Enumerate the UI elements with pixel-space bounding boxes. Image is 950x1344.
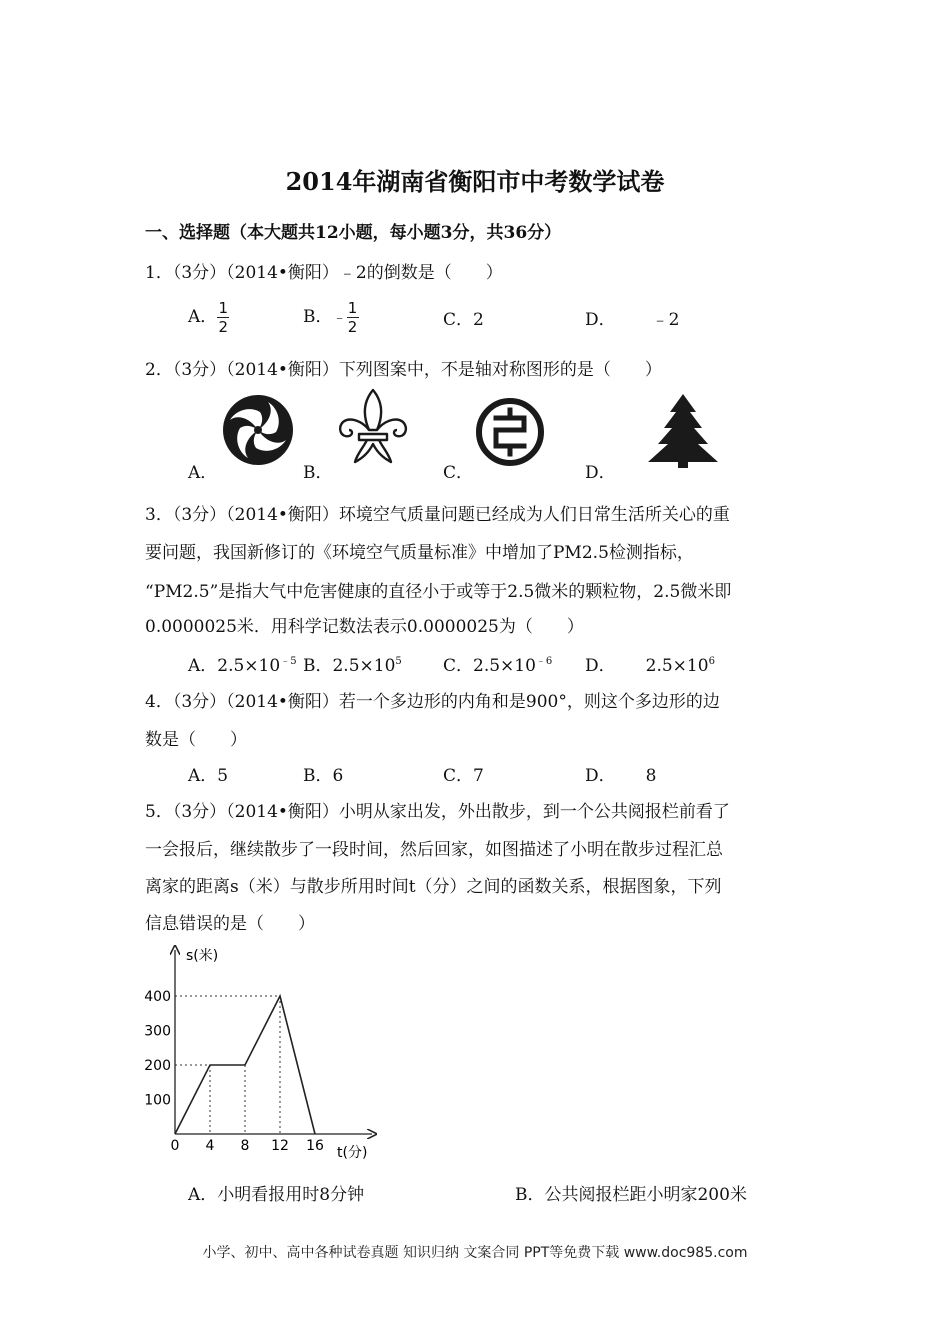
- pinwheel-icon: [220, 392, 296, 468]
- q1-b-label: B．: [303, 307, 333, 327]
- q1-a-label: A．: [188, 307, 218, 327]
- q1-a-fraction: [217, 300, 229, 335]
- y-tick-labels: [144, 989, 171, 1109]
- q3-b-base: B．2.5×10: [303, 656, 396, 676]
- q1-b-fraction: [347, 300, 359, 335]
- q1-option-b: [303, 300, 359, 335]
- q3-option-d: [585, 651, 715, 676]
- x-axis-label: t(分): [337, 1145, 368, 1161]
- q4-option-c: C．7: [443, 766, 484, 786]
- q3-b-exp: 5: [395, 656, 402, 667]
- x-tick-label: 8: [240, 1138, 250, 1154]
- q2-option-a: A．: [188, 463, 218, 483]
- distance-time-chart: [140, 940, 390, 1165]
- q1-option-c: C．2: [443, 310, 484, 330]
- q1-b-num: 1: [347, 299, 358, 317]
- q3-option-c: [443, 651, 552, 676]
- q4-option-a: A．5: [188, 766, 229, 786]
- q4-line-1: 4．（3分）（2014•衡阳）若一个多边形的内角和是900°，则这个多边形的边: [145, 692, 720, 712]
- y-tick-label: 100: [144, 1092, 171, 1109]
- q5-option-a: A．小明看报用时8分钟: [188, 1185, 365, 1205]
- q3-option-b: [303, 651, 402, 676]
- q5-line-2: 一会报后，继续散步了一段时间，然后回家，如图描述了小明在散步过程汇总: [145, 840, 723, 860]
- q3-line-2: 要问题，我国新修订的《环境空气质量标准》中增加了PM2.5检测指标，: [145, 543, 694, 563]
- q3-option-a: [188, 651, 297, 676]
- q5-line-3: 离家的距离s（米）与散步所用时间t（分）之间的函数关系，根据图象，下列: [145, 877, 722, 897]
- q3-c-base: C．2.5×10: [443, 656, 536, 676]
- q2-stem: 2．（3分）（2014•衡阳）下列图案中，不是轴对称图形的是（ ）: [145, 360, 662, 380]
- q3-d-exp: 6: [708, 656, 715, 667]
- q5-option-b: B．公共阅报栏距小明家200米: [515, 1185, 747, 1205]
- q3-c-exp: ﹣6: [535, 656, 553, 667]
- q5-line-4: 信息错误的是（ ）: [145, 914, 315, 934]
- q4-option-b: B．6: [303, 766, 344, 786]
- q3-line-4: 0.0000025米．用科学记数法表示0.0000025为（ ）: [145, 617, 584, 637]
- q1-a-den: 2: [218, 318, 229, 336]
- x-tick-label: 4: [205, 1138, 215, 1154]
- q3-d-label: D．: [585, 656, 616, 676]
- y-tick-label: 200: [144, 1058, 171, 1074]
- q1-a-num: 1: [218, 299, 229, 317]
- q5-line-1: 5．（3分）（2014•衡阳）小明从家出发，外出散步，到一个公共阅报栏前看了: [145, 802, 730, 822]
- q1-option-d: [585, 305, 679, 330]
- y-tick-label: 400: [144, 989, 171, 1005]
- q1-d-label: D．: [585, 310, 616, 330]
- q4-d-label: D．: [585, 766, 616, 786]
- q1-b-den: 2: [347, 318, 358, 336]
- bank-logo-icon: [474, 396, 546, 468]
- tree-icon: [646, 392, 720, 468]
- x-tick-labels: [171, 1138, 324, 1154]
- y-axis-label: s(米): [186, 948, 219, 964]
- fleur-de-lis-icon: [333, 386, 413, 468]
- q1-stem: 1．（3分）（2014•衡阳）﹣2的倒数是（ ）: [145, 263, 503, 283]
- y-tick-label: 300: [144, 1023, 171, 1040]
- q3-d-base: 2.5×10: [645, 656, 709, 676]
- q1-option-a: [188, 300, 229, 335]
- x-tick-label: 0: [170, 1138, 180, 1154]
- q4-d-value: 8: [645, 766, 657, 786]
- q2-option-d: D．: [585, 463, 616, 483]
- section-heading: 一、选择题（本大题共12小题，每小题3分，共36分）: [145, 223, 562, 243]
- q3-a-base: A．2.5×10: [188, 656, 281, 676]
- x-tick-label: 16: [306, 1138, 324, 1154]
- page-footer: 小学、初中、高中各种试卷真题 知识归纳 文案合同 PPT等免费下载 www.doc985.com: [202, 1245, 748, 1261]
- q1-d-value: ﹣2: [651, 310, 680, 330]
- q2-option-c: C．: [443, 463, 474, 483]
- q1-b-sign: ﹣: [332, 310, 347, 326]
- page-title: 2014年湖南省衡阳市中考数学试卷: [285, 167, 665, 196]
- q3-line-3: “PM2.5”是指大气中危害健康的直径小于或等于2.5微米的颗粒物，2.5微米即: [145, 582, 732, 602]
- q3-line-1: 3．（3分）（2014•衡阳）环境空气质量问题已经成为人们日常生活所关心的重: [145, 505, 730, 525]
- q4-option-d: [585, 761, 656, 786]
- q4-line-2: 数是（ ）: [145, 730, 247, 750]
- q3-a-exp: ﹣5: [280, 656, 297, 667]
- x-tick-label: 12: [271, 1138, 289, 1154]
- q2-option-b: B．: [303, 463, 333, 483]
